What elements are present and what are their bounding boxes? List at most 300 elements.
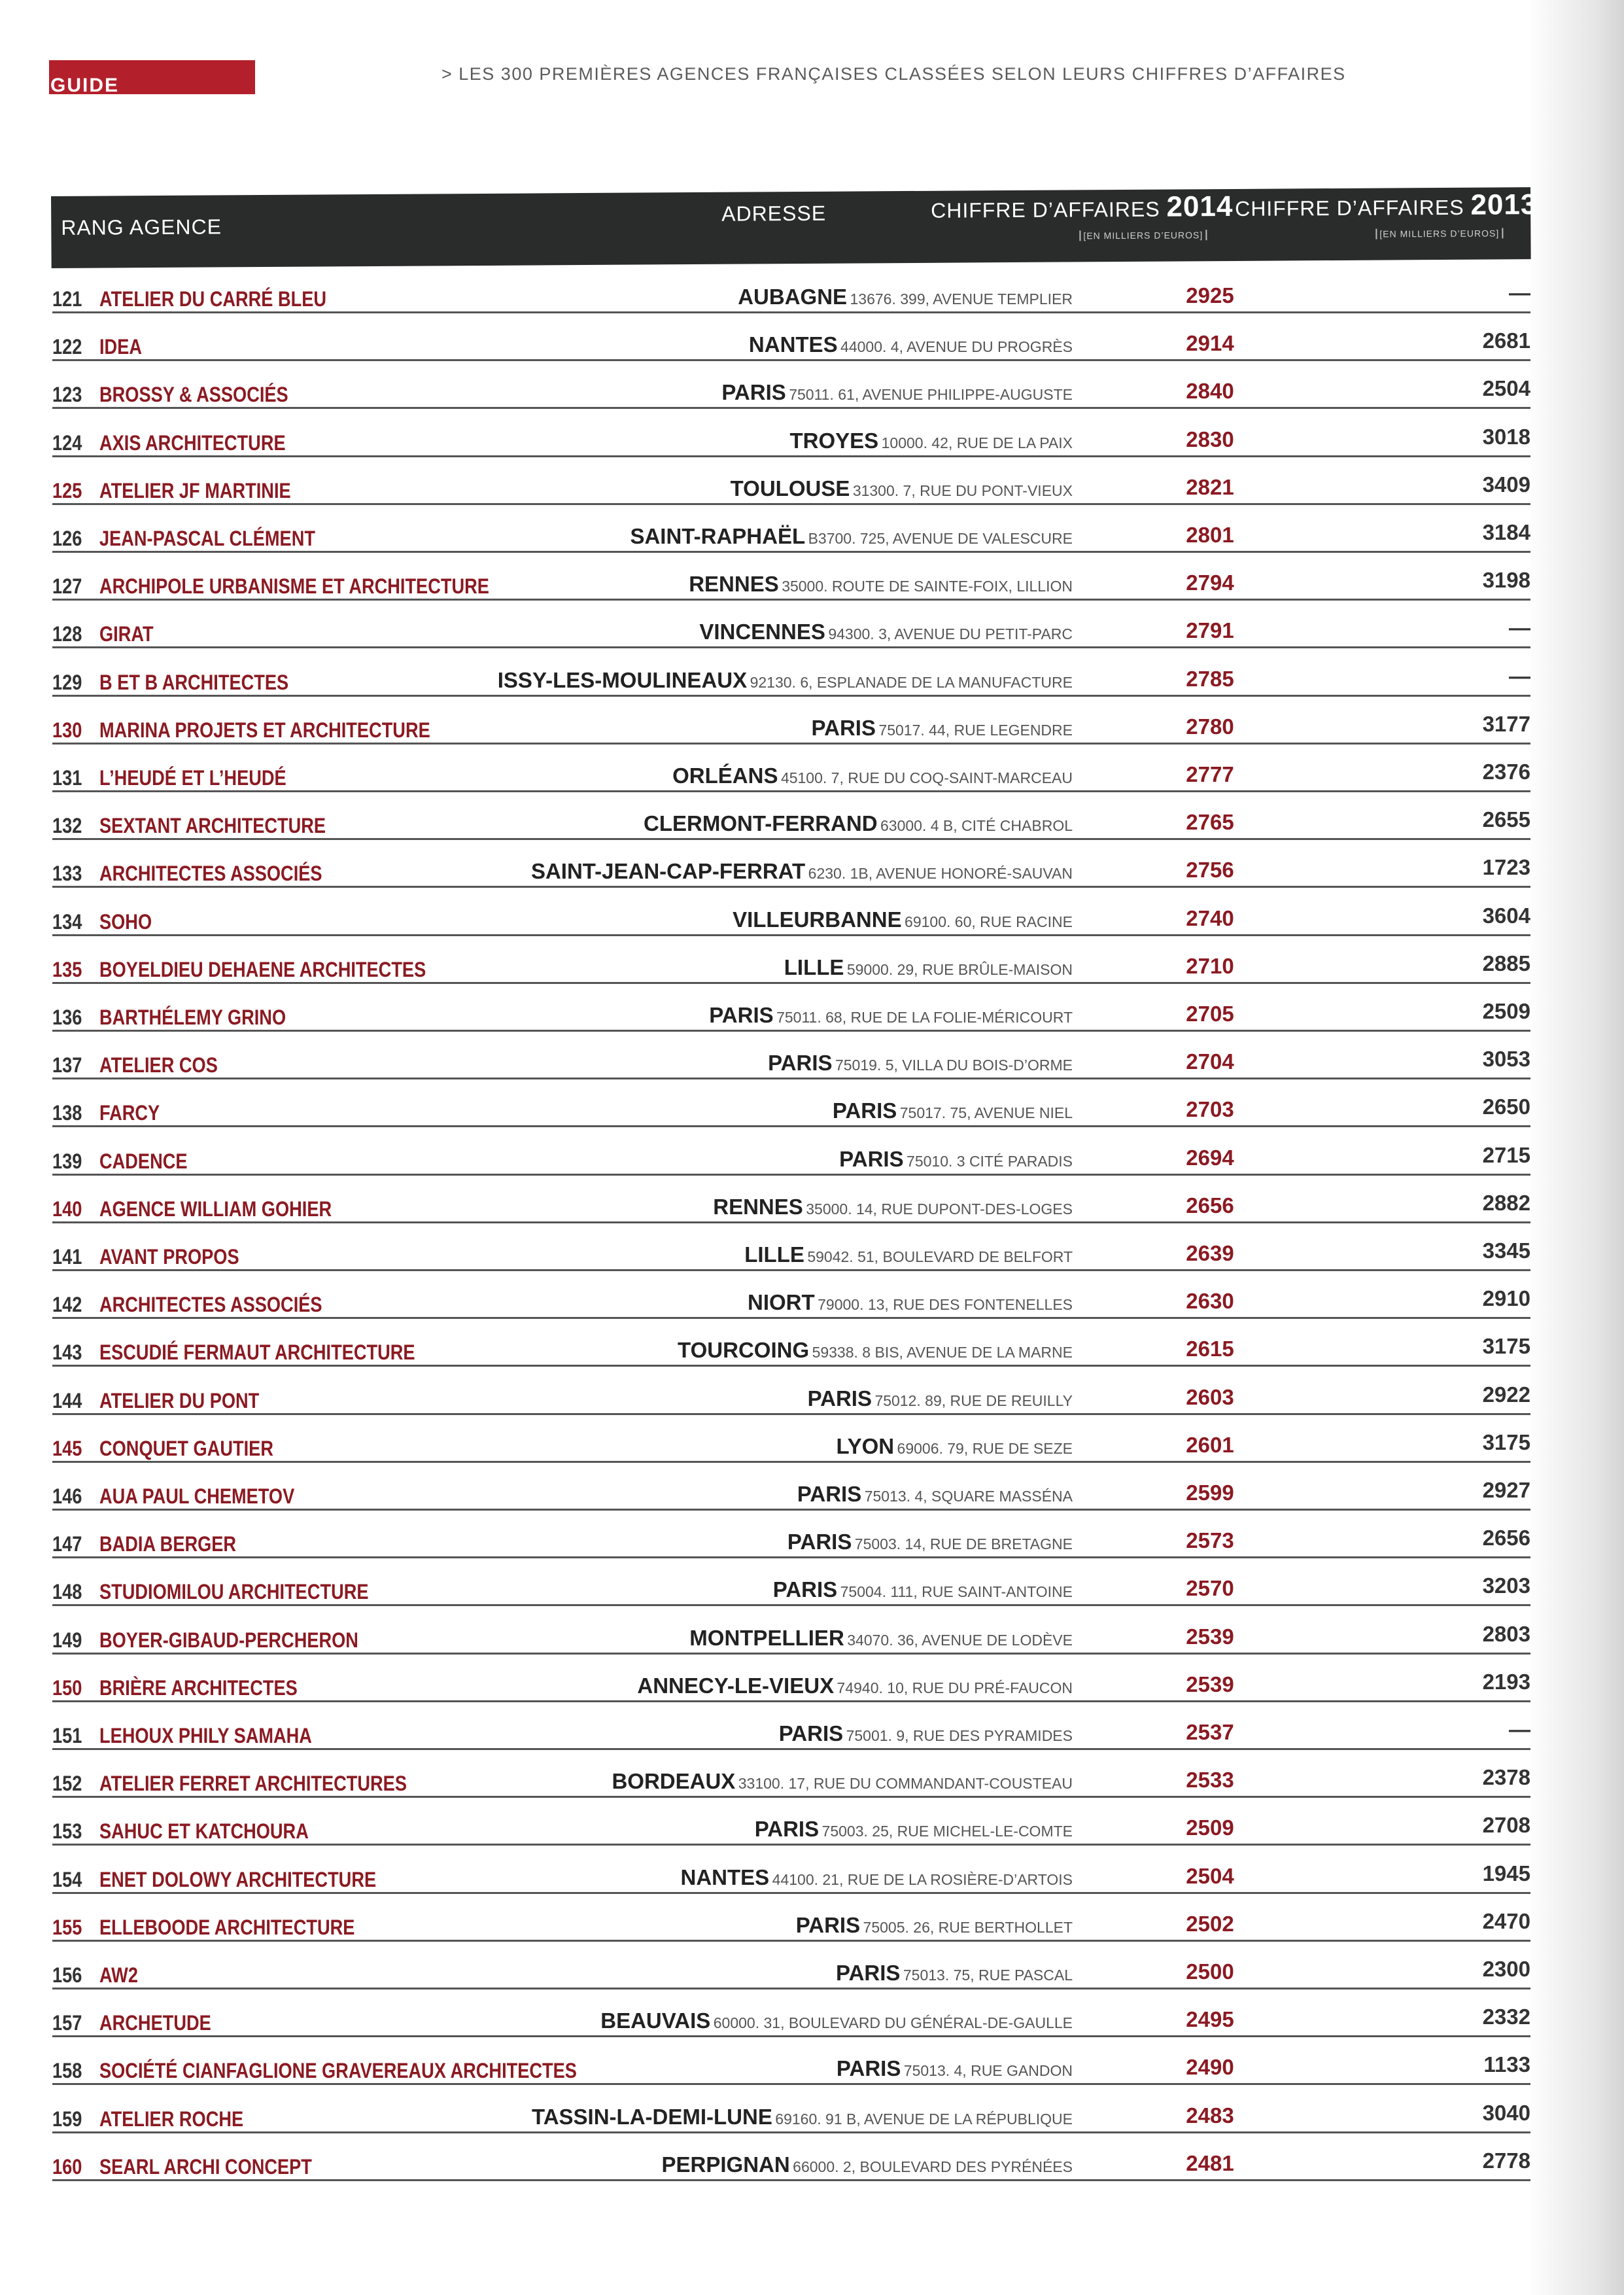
row-rule <box>1292 934 1530 936</box>
row-rule <box>1073 1125 1292 1127</box>
revenue-2014: 2840 <box>1186 379 1234 404</box>
row-rule <box>1292 1988 1530 1989</box>
table-row <box>52 1236 1530 1275</box>
revenue-2013: 3198 <box>1482 568 1530 593</box>
row-rule <box>562 311 1073 313</box>
revenue-2014: 2483 <box>1186 2103 1234 2128</box>
agency-name: LEHOUX PHILY SAMAHA <box>99 1724 312 1747</box>
address <box>713 1195 1073 1219</box>
table-row <box>52 326 1530 365</box>
agency-name: GIRAT <box>99 622 154 646</box>
rank: 153 <box>52 1819 82 1844</box>
row-rule <box>1073 1604 1292 1606</box>
row-rule <box>1292 1030 1530 1032</box>
rank: 135 <box>52 957 82 981</box>
row-rule <box>1292 1077 1530 1079</box>
row-rule <box>1292 695 1530 697</box>
agency-cell <box>52 1580 562 1606</box>
agency-name: L’HEUDÉ ET L’HEUDÉ <box>99 766 286 790</box>
rank: 140 <box>52 1197 82 1221</box>
agency-name: ARCHETUDE <box>99 2011 211 2035</box>
row-rule <box>562 1077 1073 1079</box>
revenue-2013: 3175 <box>1482 1334 1530 1359</box>
row-rule <box>1292 2035 1530 2037</box>
agency-name: SOHO <box>99 909 152 934</box>
street: 60000. 31, BOULEVARD DU GÉNÉRAL-DE-GAULLE <box>713 2014 1073 2032</box>
city: NIORT <box>747 1290 815 1315</box>
row-rule <box>562 1892 1073 1894</box>
agency-cell <box>52 1772 562 1798</box>
agency-name: ATELIER FERRET ARCHITECTURES <box>99 1772 407 1796</box>
revenue-2014: 2615 <box>1186 1337 1234 1361</box>
revenue-2014: 2639 <box>1186 1241 1234 1265</box>
address <box>784 955 1073 980</box>
header-adresse: ADRESSE <box>721 201 827 226</box>
city: BEAUVAIS <box>600 2008 711 2033</box>
row-rule <box>562 1174 1073 1176</box>
agency-cell <box>52 1293 562 1319</box>
agency-name: AUA PAUL CHEMETOV <box>99 1484 295 1508</box>
address <box>789 429 1073 453</box>
header-ca-2014 <box>931 190 1234 225</box>
revenue-2014: 2801 <box>1186 523 1234 547</box>
city: PARIS <box>778 1721 844 1745</box>
rank: 152 <box>52 1772 82 1796</box>
revenue-2014: 2791 <box>1186 618 1234 643</box>
table-row <box>52 470 1530 509</box>
city: SAINT-RAPHAËL <box>630 524 806 548</box>
street: 75004. 111, RUE SAINT-ANTOINE <box>840 1583 1073 1601</box>
row-rule <box>562 599 1073 601</box>
rank: 143 <box>52 1340 82 1365</box>
row-rule <box>1292 407 1530 409</box>
row-rule <box>1292 1796 1530 1798</box>
row-rule <box>1073 503 1292 505</box>
rank: 154 <box>52 1867 82 1891</box>
revenue-2013: 3040 <box>1482 2100 1530 2125</box>
row-rule <box>1292 1653 1530 1655</box>
row-rule <box>1073 1940 1292 1942</box>
revenue-2014: 2599 <box>1186 1480 1234 1505</box>
row-rule <box>562 2179 1073 2181</box>
row-rule <box>1292 1269 1530 1271</box>
rank: 150 <box>52 1675 82 1700</box>
agency-cell <box>52 1819 562 1846</box>
address <box>797 1482 1073 1507</box>
agency-cell <box>52 479 562 505</box>
address <box>678 1338 1073 1363</box>
city: RENNES <box>689 572 779 597</box>
row-rule <box>562 1653 1073 1655</box>
revenue-2013: 1133 <box>1483 2052 1530 2077</box>
agency-cell <box>52 1868 562 1894</box>
row-rule <box>562 359 1073 361</box>
revenue-2014: 2780 <box>1186 714 1234 739</box>
rank: 129 <box>52 670 82 694</box>
revenue-2013: 2656 <box>1482 1526 1530 1550</box>
row-rule <box>562 1317 1073 1319</box>
row-rule <box>1292 1317 1530 1319</box>
table-row <box>52 422 1530 461</box>
row-rule <box>1073 1317 1292 1319</box>
row-rule <box>1073 695 1292 697</box>
street: 75017. 44, RUE LEGENDRE <box>878 721 1073 739</box>
city: LYON <box>836 1433 895 1458</box>
city: PARIS <box>797 1482 862 1506</box>
rank: 132 <box>52 814 82 838</box>
agency-name: CADENCE <box>99 1149 188 1173</box>
address <box>836 1434 1073 1459</box>
city: MONTPELLIER <box>689 1625 844 1650</box>
revenue-2014: 2495 <box>1186 2007 1234 2032</box>
agency-name: ESCUDIÉ FERMAUT ARCHITECTURE <box>99 1340 415 1365</box>
row-rule <box>1292 1413 1530 1415</box>
agency-cell <box>52 718 562 745</box>
rank: 138 <box>52 1101 82 1125</box>
revenue-2013: 3184 <box>1482 520 1530 544</box>
row-rule <box>1292 1604 1530 1606</box>
rank: 149 <box>52 1628 82 1652</box>
row-rule <box>562 455 1073 457</box>
row-rule <box>1073 1269 1292 1271</box>
row-rule <box>1073 2035 1292 2037</box>
row-rule <box>1073 838 1292 840</box>
row-rule <box>562 886 1073 888</box>
revenue-2013: 2715 <box>1482 1142 1530 1167</box>
row-rule <box>1073 1413 1292 1415</box>
row-rule <box>1073 1796 1292 1798</box>
agency-name: FARCY <box>99 1101 160 1125</box>
city: LILLE <box>744 1242 804 1267</box>
row-rule <box>562 407 1073 409</box>
city: PARIS <box>787 1530 852 1554</box>
revenue-2013: 2470 <box>1482 1908 1530 1933</box>
revenue-2013: 2193 <box>1482 1669 1530 1694</box>
revenue-2013: — <box>1509 1717 1530 1742</box>
table-row <box>52 901 1530 940</box>
row-rule <box>562 982 1073 984</box>
address <box>808 1386 1073 1411</box>
agency-cell <box>52 622 562 648</box>
street: 13676. 399, AVENUE TEMPLIER <box>850 290 1073 307</box>
revenue-2013: 2910 <box>1482 1286 1530 1311</box>
address <box>721 380 1073 405</box>
street: 69006. 79, RUE DE SEZE <box>897 1439 1073 1457</box>
city: PERPIGNAN <box>661 2152 790 2177</box>
header-ca-2013-unit: [EN MILLIERS D’EUROS] <box>1375 228 1503 239</box>
row-rule <box>1073 407 1292 409</box>
row-rule <box>562 1413 1073 1415</box>
street: 75013. 4, SQUARE MASSÉNA <box>864 1488 1073 1505</box>
table-row <box>52 1523 1530 1562</box>
row-rule <box>1073 455 1292 457</box>
row-rule <box>1292 2083 1530 2085</box>
address <box>612 1769 1073 1794</box>
guide-tag <box>49 60 255 94</box>
row-rule <box>1292 1556 1530 1558</box>
row-rule <box>562 551 1073 553</box>
agency-name: AW2 <box>99 1963 138 1987</box>
street: 44100. 21, RUE DE LA ROSIÈRE-D’ARTOIS <box>772 1870 1073 1888</box>
address <box>748 1290 1073 1315</box>
agency-cell <box>52 862 562 888</box>
street: 69100. 60, RUE RACINE <box>905 913 1073 930</box>
row-rule <box>1073 1748 1292 1750</box>
row-rule <box>1292 311 1530 313</box>
address <box>738 285 1073 309</box>
agency-cell <box>52 431 562 457</box>
city: PARIS <box>832 1098 897 1123</box>
row-rule <box>562 790 1073 792</box>
street: 59000. 29, RUE BRÛLE-MAISON <box>846 960 1073 978</box>
row-rule <box>1292 1844 1530 1846</box>
rank: 134 <box>52 909 82 934</box>
row-rule <box>1292 1509 1530 1511</box>
street: 45100. 7, RUE DU COQ-SAINT-MARCEAU <box>780 769 1073 786</box>
address <box>689 572 1073 597</box>
row-rule <box>562 1940 1073 1942</box>
city: RENNES <box>713 1194 803 1219</box>
row-rule <box>562 2131 1073 2133</box>
address <box>662 2152 1073 2177</box>
revenue-2013: 3203 <box>1482 1573 1530 1598</box>
row-rule <box>562 1030 1073 1032</box>
row-rule <box>562 1125 1073 1127</box>
row-rule <box>562 838 1073 840</box>
header-ca-2013-label: CHIFFRE D’AFFAIRES <box>1235 195 1464 220</box>
revenue-2013: 2922 <box>1482 1382 1530 1407</box>
page-title: > LES 300 PREMIÈRES AGENCES FRANÇAISES CLASSÉES SELON LEURS CHIFFRES D’AFFAIRES <box>441 64 1346 84</box>
row-rule <box>1292 1365 1530 1367</box>
revenue-2013: — <box>1509 663 1530 688</box>
row-rule <box>1073 886 1292 888</box>
table-row <box>52 2098 1530 2137</box>
agency-name: ARCHITECTES ASSOCIÉS <box>99 862 322 886</box>
street: 59042. 51, BOULEVARD DE BELFORT <box>807 1248 1073 1265</box>
agency-name: ENET DOLOWY ARCHITECTURE <box>99 1867 377 1891</box>
header-ca-2014-label: CHIFFRE D’AFFAIRES <box>931 197 1160 222</box>
row-rule <box>1292 2131 1530 2133</box>
street: 75011. 61, AVENUE PHILIPPE-AUGUSTE <box>789 386 1073 404</box>
table-row <box>52 1859 1530 1898</box>
rank: 151 <box>52 1724 82 1747</box>
rank: 156 <box>52 1963 82 1987</box>
revenue-2014: 2570 <box>1186 1576 1234 1601</box>
city: ISSY-LES-MOULINEAUX <box>497 667 748 692</box>
street: 75010. 3 CITÉ PARADIS <box>907 1152 1073 1170</box>
revenue-2013: 2803 <box>1482 1621 1530 1646</box>
agency-name: BRIÈRE ARCHITECTES <box>99 1675 298 1700</box>
table-row <box>52 1810 1530 1849</box>
table-row <box>52 1619 1530 1658</box>
table-row <box>52 1140 1530 1180</box>
table-row <box>52 374 1530 413</box>
revenue-2013: 2927 <box>1482 1478 1530 1502</box>
table-row <box>52 1284 1530 1323</box>
table-row <box>52 1762 1530 1802</box>
row-rule <box>562 1604 1073 1606</box>
header-ca-2013 <box>1235 188 1538 223</box>
table-row <box>52 1571 1530 1610</box>
rank: 145 <box>52 1436 82 1460</box>
row-rule <box>1073 1556 1292 1558</box>
row-rule <box>1292 982 1530 984</box>
agency-cell <box>52 1484 562 1511</box>
street: 75012. 89, RUE DE REUILLY <box>874 1392 1073 1409</box>
row-rule <box>1292 599 1530 601</box>
revenue-2013: 3177 <box>1482 711 1530 736</box>
street: 75005. 26, RUE BERTHOLLET <box>863 1918 1073 1936</box>
agency-cell <box>52 1437 562 1463</box>
agency-name: ELLEBOODE ARCHITECTURE <box>99 1915 355 1939</box>
agency-cell <box>52 766 562 792</box>
city: PARIS <box>836 2056 901 2081</box>
row-rule <box>1073 790 1292 792</box>
revenue-2014: 2830 <box>1186 427 1234 451</box>
address <box>768 1051 1073 1076</box>
address <box>681 1865 1073 1890</box>
street: 31300. 7, RUE DU PONT-VIEUX <box>852 482 1073 499</box>
row-rule <box>562 2035 1073 2037</box>
address <box>630 524 1073 549</box>
revenue-2013: 3018 <box>1482 424 1530 449</box>
row-rule <box>1292 790 1530 792</box>
table-row <box>52 278 1530 317</box>
row-rule <box>1073 1077 1292 1079</box>
address <box>755 1817 1073 1842</box>
agency-cell <box>52 287 562 313</box>
row-rule <box>1073 1221 1292 1223</box>
agency-cell <box>52 1101 562 1127</box>
address <box>733 907 1073 932</box>
row-rule <box>1073 1892 1292 1894</box>
row-rule <box>1292 2179 1530 2181</box>
agency-name: SEARL ARCHI CONCEPT <box>99 2154 312 2179</box>
agency-name: AVANT PROPOS <box>99 1245 239 1269</box>
revenue-2013: 2300 <box>1482 1957 1530 1981</box>
revenue-2013: 2378 <box>1482 1765 1530 1790</box>
agency-name: AXIS ARCHITECTURE <box>99 430 286 455</box>
header-ca-2014-year: 2014 <box>1166 190 1234 223</box>
street: 34070. 36, AVENUE DE LODÈVE <box>847 1631 1073 1649</box>
table-row <box>52 2050 1530 2089</box>
street: 75011. 68, RUE DE LA FOLIE-MÉRICOURT <box>776 1009 1073 1026</box>
row-rule <box>562 1509 1073 1511</box>
revenue-2014: 2821 <box>1186 474 1234 499</box>
row-rule <box>562 1461 1073 1463</box>
table-row <box>52 709 1530 748</box>
row-rule <box>1073 982 1292 984</box>
address <box>731 476 1073 501</box>
agency-name: ARCHITECTES ASSOCIÉS <box>99 1293 322 1317</box>
rank: 146 <box>52 1484 82 1508</box>
table-header <box>51 187 1538 268</box>
row-rule <box>562 1269 1073 1271</box>
rank: 155 <box>52 1915 82 1939</box>
revenue-2013: — <box>1509 616 1530 640</box>
street: 69160. 91 B, AVENUE DE LA RÉPUBLIQUE <box>775 2110 1073 2128</box>
table-row <box>52 996 1530 1036</box>
table-row <box>52 2146 1530 2185</box>
revenue-2014: 2694 <box>1186 1145 1234 1170</box>
city: VINCENNES <box>699 620 825 644</box>
agency-name: IDEA <box>99 335 142 359</box>
row-rule <box>1292 1221 1530 1223</box>
address <box>689 1626 1073 1651</box>
agency-name: AGENCE WILLIAM GOHIER <box>99 1197 332 1221</box>
street: 75017. 75, AVENUE NIEL <box>899 1104 1073 1122</box>
revenue-2013: 2332 <box>1482 2005 1530 2029</box>
row-rule <box>1073 1461 1292 1463</box>
revenue-2013: 2882 <box>1482 1190 1530 1215</box>
agency-cell <box>52 527 562 553</box>
address <box>779 1721 1073 1746</box>
address <box>498 668 1073 693</box>
agency-cell <box>52 958 562 984</box>
revenue-2014: 2603 <box>1186 1384 1234 1409</box>
revenue-2014: 2925 <box>1186 283 1234 307</box>
rank: 126 <box>52 527 82 550</box>
row-rule <box>562 695 1073 697</box>
revenue-2014: 2705 <box>1186 1002 1234 1026</box>
agency-name: BOYELDIEU DEHAENE ARCHITECTES <box>99 957 426 981</box>
row-rule <box>1073 1509 1292 1511</box>
address <box>699 620 1073 644</box>
city: ANNECY-LE-VIEUX <box>637 1673 835 1698</box>
row-rule <box>1073 599 1292 601</box>
street: 92130. 6, ESPLANADE DE LA MANUFACTURE <box>750 673 1073 691</box>
row-rule <box>1292 1174 1530 1176</box>
agency-name: ATELIER ROCHE <box>99 2107 244 2131</box>
table-row <box>52 805 1530 844</box>
rank: 122 <box>52 335 82 359</box>
agency-name: SOCIÉTÉ CIANFAGLIONE GRAVEREAUX ARCHITECTES <box>99 2059 577 2083</box>
rank: 142 <box>52 1293 82 1317</box>
rank: 123 <box>52 383 82 407</box>
page-edge-shadow <box>1526 0 1624 2295</box>
city: TOURCOING <box>678 1338 810 1363</box>
rank: 121 <box>52 287 82 311</box>
revenue-2013: 3345 <box>1482 1238 1530 1263</box>
row-rule <box>562 1556 1073 1558</box>
agency-name: JEAN-PASCAL CLÉMENT <box>99 527 315 550</box>
agency-cell <box>52 1628 562 1655</box>
row-rule <box>1073 646 1292 648</box>
street: 44000. 4, AVENUE DU PROGRÈS <box>840 338 1073 356</box>
street: 10000. 42, RUE DE LA PAIX <box>881 434 1073 451</box>
agency-cell <box>52 1676 562 1702</box>
row-rule <box>1073 359 1292 361</box>
revenue-2014: 2777 <box>1186 762 1234 786</box>
city: VILLEURBANNE <box>733 907 902 932</box>
address <box>787 1530 1073 1554</box>
revenue-2013: 2509 <box>1482 999 1530 1023</box>
agency-name: ATELIER JF MARTINIE <box>99 478 291 502</box>
city: PARIS <box>709 1003 774 1027</box>
street: 74940. 10, RUE DU PRÉ-FAUCON <box>837 1679 1073 1696</box>
address <box>749 332 1073 357</box>
row-rule <box>1292 1700 1530 1702</box>
row-rule <box>1292 1125 1530 1127</box>
row-rule <box>1292 503 1530 505</box>
revenue-2014: 2704 <box>1186 1049 1234 1074</box>
revenue-2013: 2708 <box>1482 1813 1530 1838</box>
table-row <box>52 1428 1530 1467</box>
rank: 127 <box>52 574 82 599</box>
agency-name: SEXTANT ARCHITECTURE <box>99 814 326 838</box>
agency-cell <box>52 1532 562 1558</box>
address <box>836 1961 1073 1986</box>
